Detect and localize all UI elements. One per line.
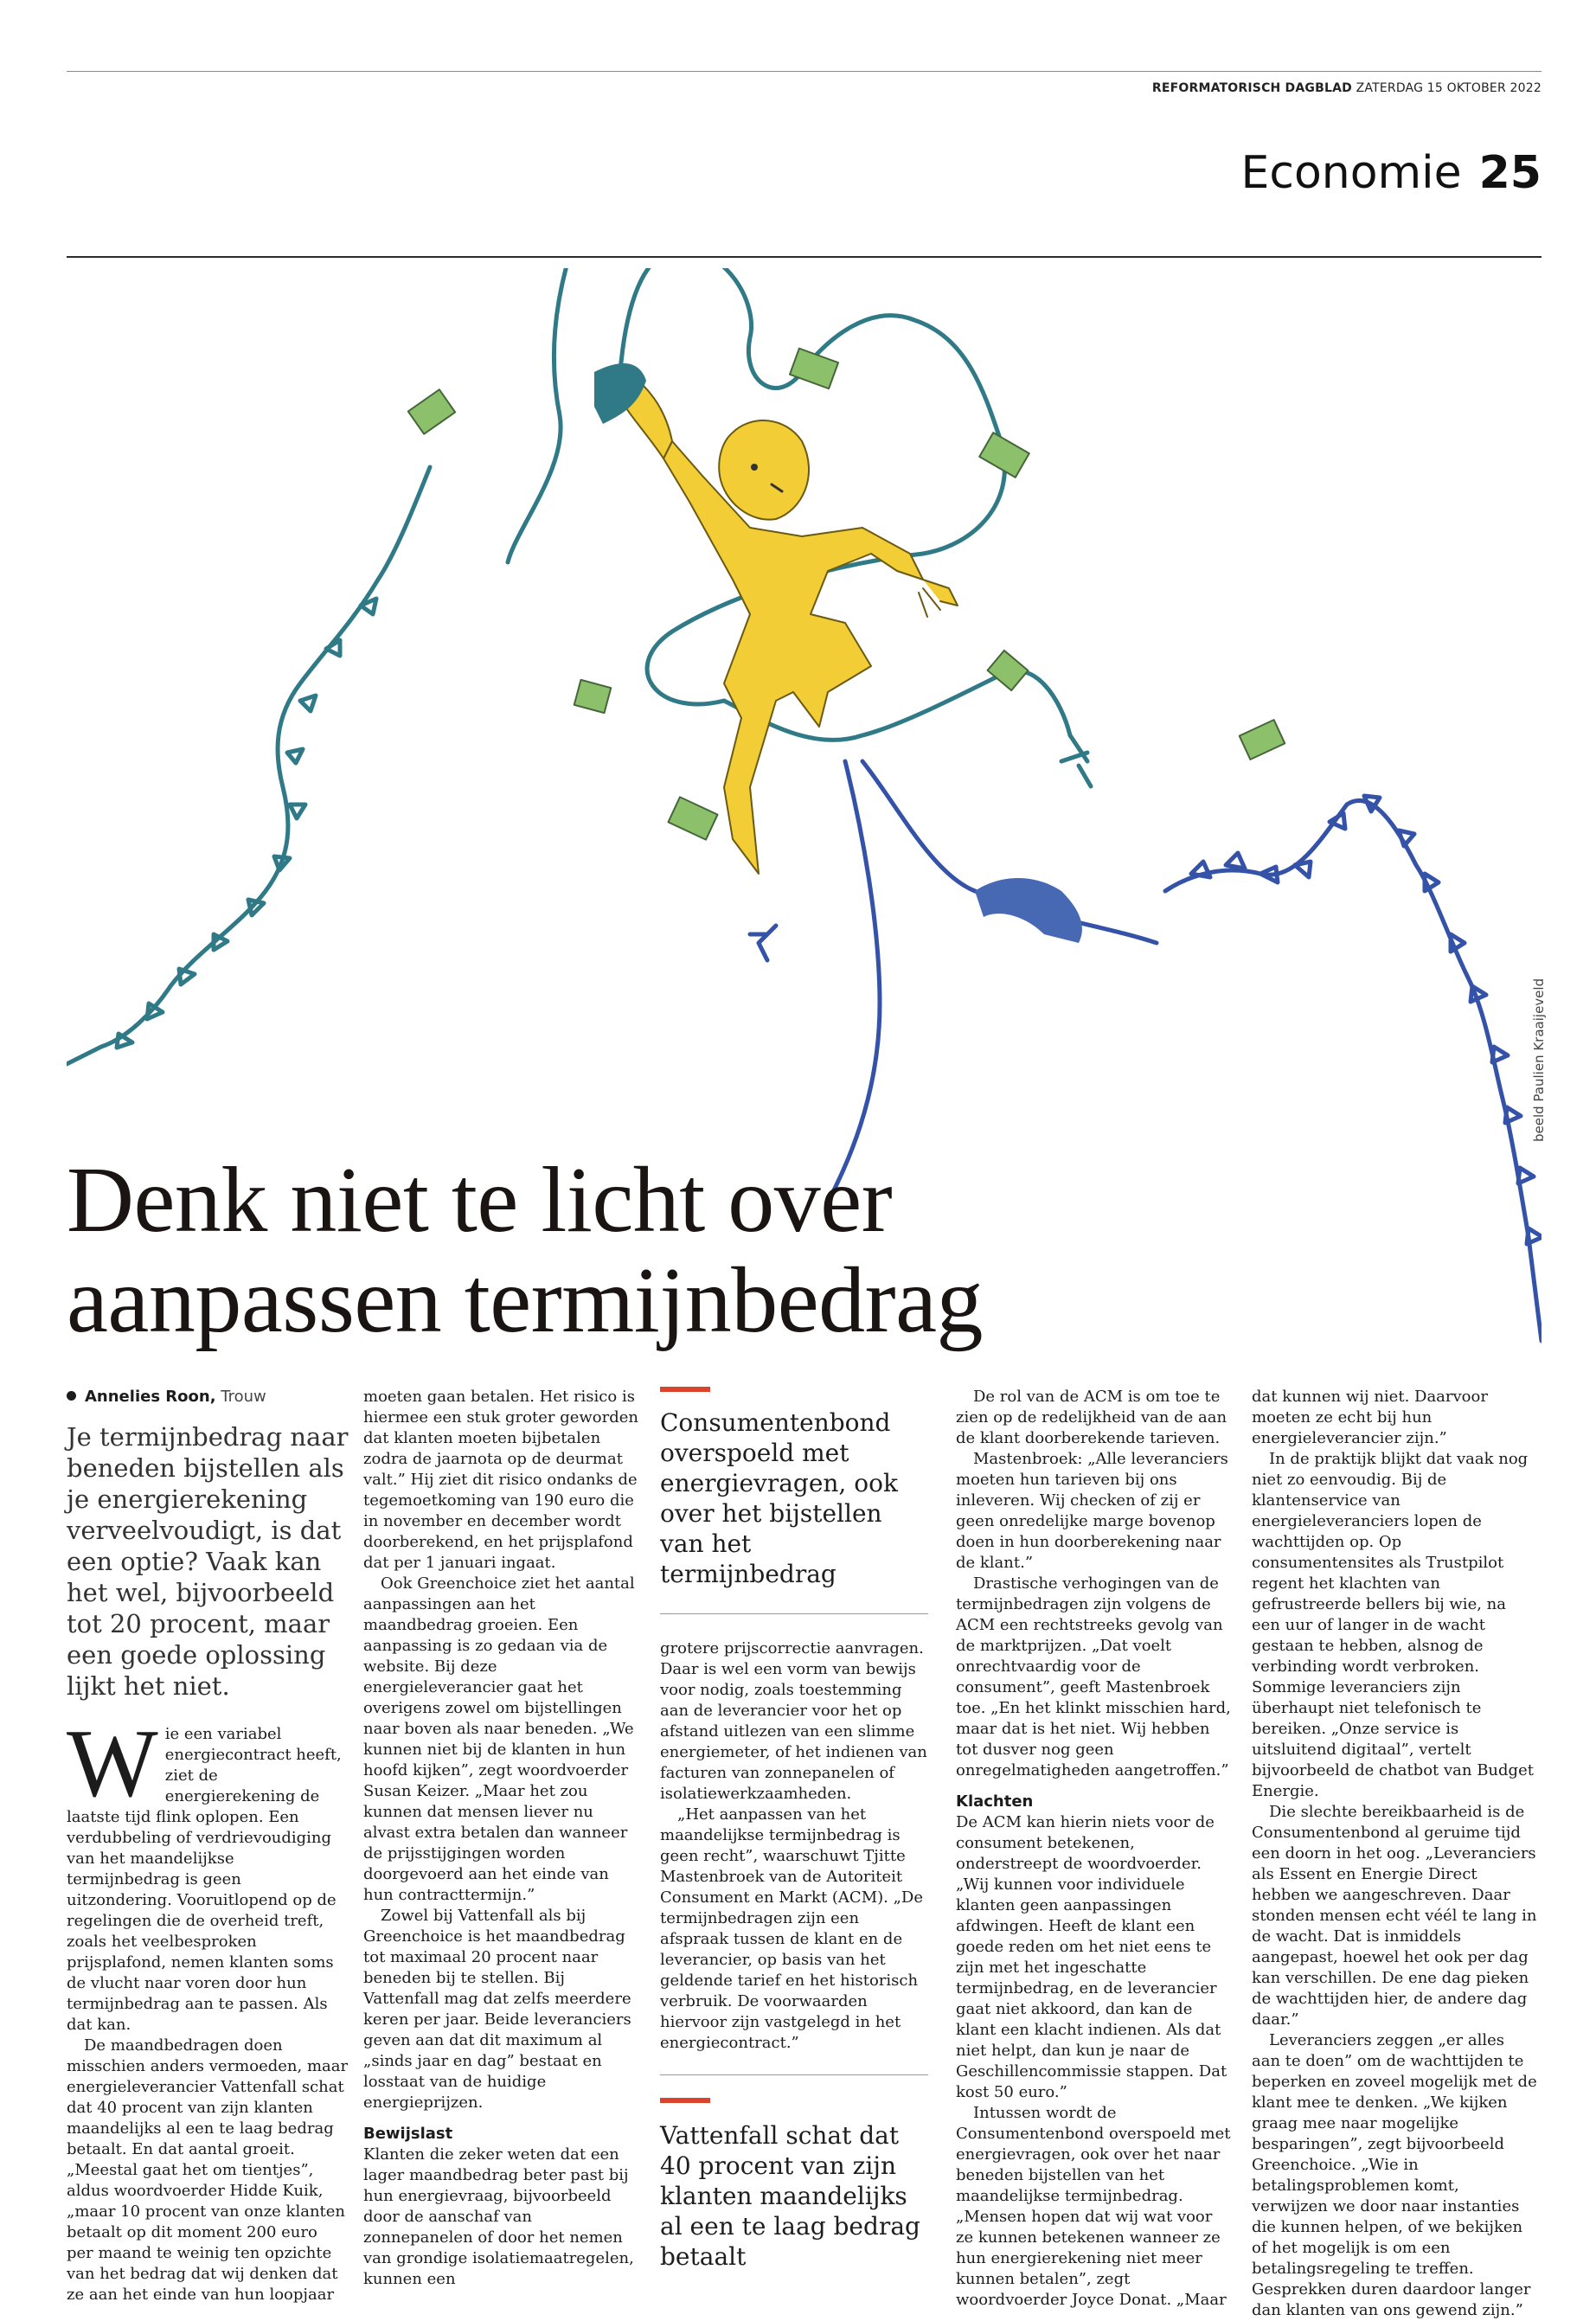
article-paragraph: De maandbedragen doen misschien anders vermoeden, maar energieleverancier Vattenfall schat dat 40 procent van zijn klanten maandelijks al een te laag bedrag betaalt. En dat aantal groeit. „Meestal gaat het om tientjes”, aldus woordvoerder Hidde Kuik, „maar 10 procent van onze klanten betaalt op dit moment 200 euro per maand te weinig ten opzichte van het bedrag dat wij denken dat ze aan het einde van hun loopjaar: [67, 2036, 349, 2304]
section-name: Economie: [1240, 147, 1462, 199]
article-paragraph: Ook Greenchoice ziet het aantal aanpassingen aan het maandbedrag groeien. Een aanpassing is zo gedaan via de website. Bij deze energieleverancier gaat het overigens zowel om bijstellingen naar boven als naar beneden. „We kunnen niet bij de klanten in hun hoofd kijken”, zegt woordvoerder Susan Keizer. „Maar het zou kunnen dat mensen liever nu alvast extra betalen dan wanneer de prijsstijgingen worden doorgevoerd aan het einde van hun contracttermijn.”: [363, 1574, 635, 1904]
top-rule: [67, 71, 1542, 72]
pull-quote-2: Vattenfall schat dat 40 procent van zijn klanten maandelijks al een te laag bedrag betaalt: [660, 2121, 920, 2271]
quote-accent-bar: [660, 2098, 710, 2103]
headline: [67, 1151, 1364, 1351]
article-paragraph: Mastenbroek: „Alle leveranciers moeten hun tarieven bij ons inleveren. Wij checken of zij er geen onredelijke marge bovenop doen in hun doorberekening naar de klant.”: [956, 1450, 1228, 1572]
article-paragraph: Intussen wordt de Consumentenbond overspoeld met energievragen, ook over het naar beneden bijstellen van het maandelijkse termijnbedrag. „Mensen hopen dat wij wat voor ze kunnen betekenen wanneer ze hun energierekening niet meer kunnen betalen”, zegt woordvoerder Joyce Donat. „Maar: [956, 2104, 1231, 2309]
column-5: [1252, 1387, 1537, 2321]
masthead: [1152, 81, 1542, 95]
article-paragraph: De rol van de ACM is om toe te zien op de redelijkheid van de aan de klant doorberekende tarieven.: [956, 1388, 1227, 1447]
byline: [67, 1387, 349, 1407]
headline-line-2: aanpassen termijnbedrag: [67, 1249, 984, 1352]
subheading: Bewijslast: [363, 2125, 453, 2143]
photo-credit: beeld Paulien Kraaijeveld: [1531, 978, 1547, 1142]
article-paragraph: [67, 1710, 349, 2036]
pull-quote-1: Consumentenbond overspoeld met energievragen, ook over het bijstellen van het termijnbedrag: [660, 1408, 898, 1588]
column-2: [363, 1387, 640, 2290]
subheading: Klachten: [956, 1792, 1034, 1811]
article-paragraph: dat kunnen wij niet. Daarvoor moeten ze echt bij hun energieleverancier zijn.”: [1252, 1388, 1488, 1447]
article-paragraph: grotere prijscorrectie aanvragen. Daar is wel een vorm van bewijs voor nodig, zoals toestemming aan de leverancier voor het op afstand uitlezen van een slimme energiemeter, of het indienen van facturen van zonnepanelen of isolatiewerkzaamheden.: [660, 1639, 927, 1803]
section-rule: [67, 256, 1542, 258]
article-paragraph: Leveranciers zeggen „er alles aan te doen” om de wachttijden te beperken en zoveel mogelijk met de klant mee te denken. „We kijken graag mee naar mogelijke besparingen”, zegt bijvoorbeeld Greenchoice. „Wie in betalingsproblemen komt, verwijzen we door naar instanties die kunnen helpen, of we bekijken of het mogelijk is om een betalingsregeling te treffen. Gesprekken duren daardoor langer dan klanten van ons gewend zijn.”: [1252, 2031, 1537, 2319]
page-number: 25: [1478, 147, 1542, 199]
article-paragraph: Drastische verhogingen van de termijnbedragen zijn volgens de ACM een rechtstreeks gevolg van de marktprijzen. „Dat voelt onrechtvaardig voor de consument”, geeft Mastenbroek toe. „En het klinkt misschien hard, maar dat is het niet. Wij hebben tot dusver nog geen onregelmatigheden aangetroffen.”: [956, 1574, 1231, 1779]
article-paragraph: In de praktijk blijkt dat vaak nog niet zo eenvoudig. Bij de klantenservice van energieleveranciers lopen de wachttijden op. Op consumentensites als Trustpilot regent het klachten van gefrustreerde bellers bij wie, na een uur of langer in de wacht gestaan te hebben, alsnog de verbinding wordt verbroken. Sommige leveranciers zijn überhaupt niet telefonisch te bereiken. „Onze service is uitsluitend digitaal”, vertelt bijvoorbeeld de chatbot van Budget Energie.: [1252, 1450, 1534, 1800]
article-paragraph: Klanten die zeker weten dat een lager maandbedrag beter past bij hun energievraag, bijvoorbeeld door de aanschaf van zonnepanelen of door het nemen van grondige isolatiemaatregelen, kunnen een: [363, 2145, 634, 2288]
quote-divider: [660, 2074, 928, 2075]
drop-cap: W: [67, 1710, 158, 1818]
author: Annelies Roon,: [85, 1388, 216, 1406]
column-1: [67, 1387, 349, 2305]
yellow-figure: [620, 372, 958, 874]
headline-line-1: Denk niet te licht over: [67, 1149, 893, 1252]
paragraph-text: ie een variabel energiecontract heeft, ziet de energierekening de laatste tijd flink oplopen. Een verdubbeling of verdrievoudiging van het maandelijkse termijnbedrag is geen uitzondering. Vooruitlopend op de regelingen die de overheid treft, zoals het veelbesproken prijsplafond, nemen klanten soms de vlucht naar voren door hun termijnbedrag aan te passen. Als dat kan.: [67, 1725, 342, 2034]
paper-name: REFORMATORISCH DAGBLAD: [1151, 81, 1352, 95]
bullet-dot-icon: [67, 1391, 76, 1401]
article-paragraph: De ACM kan hierin niets voor de consument betekenen, onderstreept de woordvoerder. „Wij kunnen voor individuele klanten geen aanpassingen afdwingen. Heeft de klant een goede reden om het niet eens te zijn met het ingeschatte termijnbedrag, en de leverancier gaat niet akkoord, dan kan de klant een klacht indienen. Als dat niet helpt, dan kun je naar de Geschillencommissie stappen. Dat kost 50 euro.”: [956, 1813, 1227, 2101]
quote-accent-bar: [660, 1387, 710, 1392]
section-header: [1241, 147, 1542, 199]
article-paragraph: moeten gaan betalen. Het risico is hiermee een stuk groter geworden dat klanten moeten bijbetalen zodra de jaarnota op de deurmat valt.” Hij ziet dit risico ondanks de tegemoetkoming van 190 euro die in november en december wordt doorberekend, en het prijsplafond dat per 1 januari ingaat.: [363, 1388, 638, 1572]
column-4: [956, 1387, 1233, 2311]
author-org: Trouw: [221, 1388, 266, 1406]
quote-divider: [660, 1613, 928, 1614]
issue-date: ZATERDAG 15 OKTOBER 2022: [1356, 81, 1542, 95]
article-paragraph: Die slechte bereikbaarheid is de Consumentenbond al geruime tijd een doorn in het oog. „Leveranciers als Essent en Energie Direct hebben we aangeschreven. Daar stonden mensen echt véél te lang in de wacht. Dat is inmiddels aangepast, hoewel het ook per dag kan verschillen. De ene dag pieken de wachttijden hier, de andere dag daar.”: [1252, 1803, 1537, 2029]
column-3: [660, 1387, 928, 2272]
article-paragraph: „Het aanpassen van het maandelijkse termijnbedrag is geen recht”, waarschuwt Tjitte Mastenbroek van de Autoriteit Consument en Markt (ACM). „De termijnbedragen zijn een afspraak tussen de klant en de leverancier, op basis van het geldende tarief en het historisch verbruik. De voorwaarden hiervoor zijn vastgelegd in het energiecontract.”: [660, 1805, 923, 2052]
teal-phone-cord: [67, 268, 1091, 1064]
article-paragraph: Zowel bij Vattenfall als bij Greenchoice is het maandbedrag tot maximaal 20 procent naar beneden bij te stellen. Bij Vattenfall mag dat zelfs meerdere keren per jaar. Beide leveranciers geven aan dat dit maximum al „sinds jaar en dag” bestaat en losstaat van de huidige energieprijzen.: [363, 1907, 631, 2112]
lead-paragraph: Je termijnbedrag naar beneden bijstellen als je energierekening verveelvoudigt, is dat een optie? Vaak kan het wel, bijvoorbeeld tot 20 procent, maar een goede oplossing lijkt het niet.: [67, 1422, 349, 1701]
